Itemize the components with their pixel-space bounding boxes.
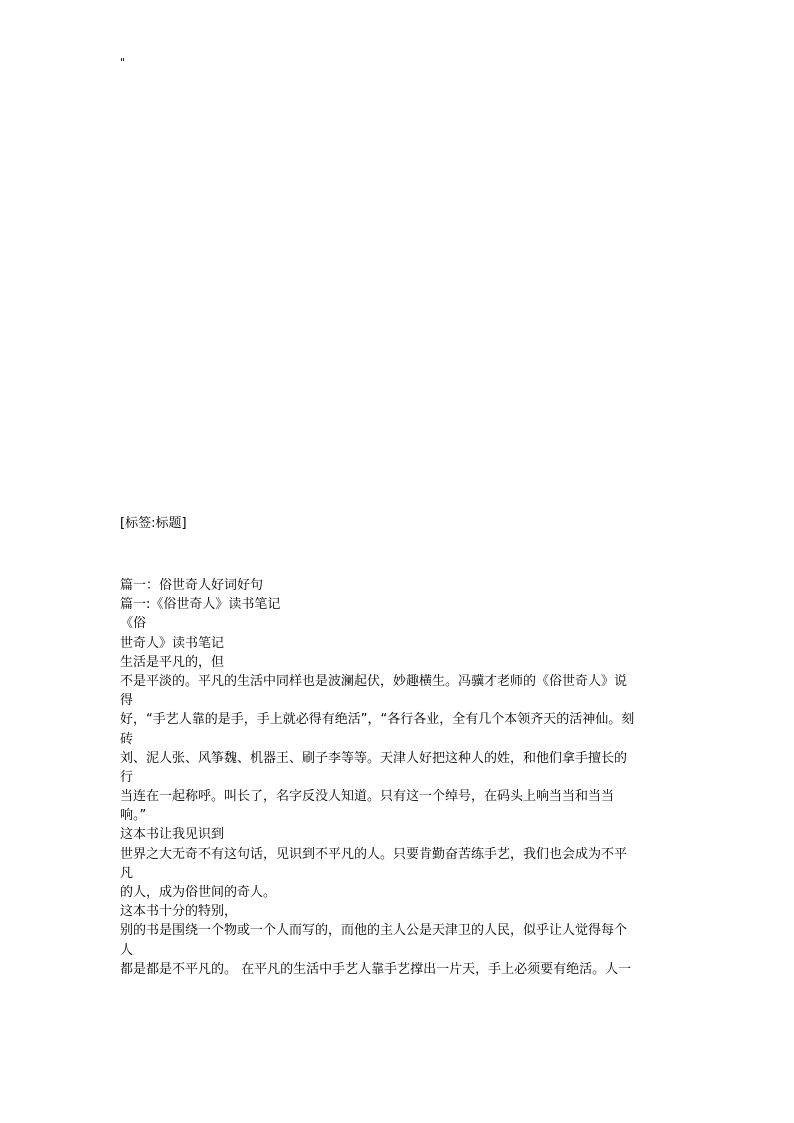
text-line: 响。” [120, 808, 147, 824]
text-line: 得 [120, 693, 134, 709]
stray-quote-mark: " [120, 56, 126, 69]
text-line: 这本书十分的特别， [120, 904, 238, 920]
text-line: 的人，成为俗世间的奇人。 [120, 885, 277, 900]
text-line: 不是平淡的。平凡的生活中同样也是波澜起伏，妙趣横生。冯骥才老师的《俗世奇人》说 [120, 673, 628, 689]
text-line: 这本书让我见识到 [120, 827, 225, 843]
text-line: 当连在一起称呼。叫长了，名字反没人知道。只有这一个绰号，在码头上响当当和当当 [120, 789, 615, 805]
text-line: 篇一：俗世奇人好词好句 [120, 578, 264, 593]
text-line: 砖 [120, 731, 134, 747]
text-line: 人 [120, 942, 134, 958]
text-line: 都是都是不平凡的。 在平凡的生活中手艺人靠手艺撑出一片天，手上必须要有绝活。人一 [120, 961, 632, 977]
text-line: 《俗 [120, 616, 147, 632]
text-line: 好，“手艺人靠的是手，手上就必得有绝活”，“各行各业，全有几个本领齐天的活神仙。刻 [120, 712, 635, 728]
text-line: 世奇人》读书笔记 [120, 635, 225, 651]
text-line: 别的书是围绕一个物或一个人而写的，而他的主人公是天津卫的人民，似乎让人觉得每个 [120, 923, 628, 939]
text-line: 生活是平凡的，但 [120, 654, 225, 670]
body-text [120, 576, 685, 979]
text-line: 篇一:《俗世奇人》读书笔记 [120, 597, 281, 613]
text-line: 刘、泥人张、风筝魏、机器王、刷子李等等。天津人好把这种人的姓，和他们拿手擅长的 [120, 750, 628, 766]
text-line: 行 [120, 769, 134, 785]
text-line: 世界之大无奇不有这句话，见识到不平凡的人。只要肯勤奋苦练手艺，我们也会成为不平 [120, 846, 628, 862]
text-line: 凡 [120, 865, 134, 881]
tag-label: [标签:标题] [120, 516, 187, 531]
